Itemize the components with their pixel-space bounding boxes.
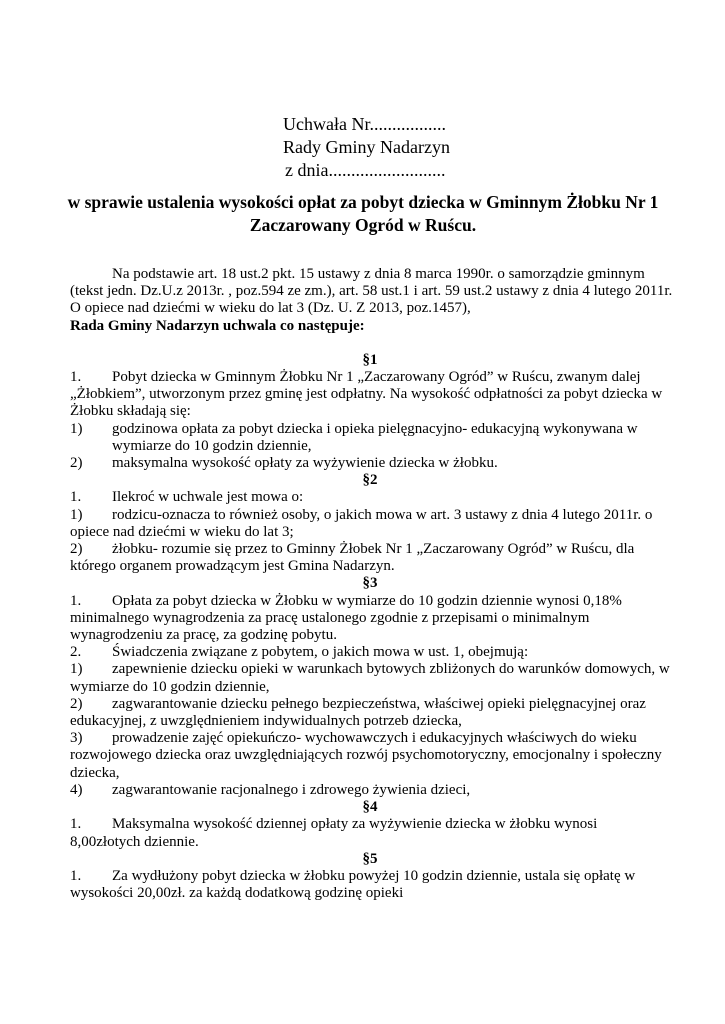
paragraph-number: 1. — [70, 867, 82, 884]
section-3-item-4 — [70, 782, 670, 799]
section-5-paragraph-1-line-2: wysokości 20,00zł. za każdą dodatkową godzinę opieki — [70, 885, 404, 902]
section-2-item-1-line-2: opiece nad dziećmi w wieku do lat 3; — [70, 523, 294, 540]
paragraph-text: Maksymalna wysokość dziennej opłaty za wyżywienie dziecka w żłobku wynosi — [112, 816, 598, 833]
paragraph-text: Pobyt dziecka w Gminnym Żłobku Nr 1 „Zaczarowany Ogród” w Ruścu, zwanym dalej — [112, 369, 641, 386]
section-3-paragraph-1-line-3: wynagrodzeniu za pracę, za godzinę pobytu. — [70, 627, 337, 644]
section-5-paragraph-1 — [70, 868, 670, 885]
council-name: Rady Gminy Nadarzyn — [283, 137, 450, 157]
section-3-item-1 — [70, 661, 670, 678]
section-2-item-1 — [70, 507, 670, 524]
paragraph-text: Świadczenia związane z pobytem, o jakich mowa w ust. 1, obejmują: — [112, 644, 529, 661]
section-1-paragraph-1 — [70, 369, 670, 386]
section-3-item-2 — [70, 696, 670, 713]
item-number: 3) — [70, 730, 83, 747]
paragraph-number: 1. — [70, 489, 82, 506]
section-2-item-2 — [70, 541, 670, 558]
section-3-heading: §3 — [362, 575, 378, 592]
section-1-item-2 — [70, 455, 670, 472]
title-line-1: w sprawie ustalenia wysokości opłat za pobyt dziecka w Gminnym Żłobku Nr 1 — [67, 192, 659, 212]
section-5-heading: §5 — [362, 850, 378, 867]
item-text: prowadzenie zajęć opiekuńczo- wychowawczych i edukacyjnych właściwych do wieku — [112, 730, 637, 747]
item-number: 1) — [70, 420, 83, 437]
section-3-paragraph-2 — [70, 644, 670, 661]
section-2-paragraph-1 — [70, 489, 670, 506]
preamble-line-1: Na podstawie art. 18 ust.2 pkt. 15 ustawy z dnia 8 marca 1990r. o samorządzie gminnym — [112, 266, 645, 282]
section-2-heading: §2 — [362, 472, 378, 489]
section-4-paragraph-1 — [70, 816, 670, 833]
section-4-paragraph-1-line-2: 8,00złotych dziennie. — [70, 833, 199, 850]
item-number: 2) — [70, 695, 83, 712]
resolution-number: Uchwała Nr................. — [283, 114, 446, 134]
section-1-item-1-line-2: wymiarze do 10 godzin dziennie, — [112, 437, 312, 454]
paragraph-text: Ilekroć w uchwale jest mowa o: — [112, 489, 304, 506]
section-3-item-3 — [70, 730, 670, 747]
item-number: 1) — [70, 661, 83, 678]
section-3-item-3-line-2: rozwojowego dziecka oraz uwzględniających rozwój psychomotoryczny, emocjonalny i społeczny — [70, 747, 662, 764]
document-title — [40, 191, 686, 237]
item-text: rodzicu-oznacza to również osoby, o jakich mowa w art. 3 ustawy z dnia 4 lutego 2011r. o — [112, 506, 653, 523]
paragraph-number: 1. — [70, 592, 82, 609]
item-text: godzinowa opłata za pobyt dziecka i opieka pielęgnacyjno- edukacyjną wykonywana w — [112, 420, 638, 437]
resolution-date: z dnia.......................... — [285, 160, 446, 180]
preamble-line-2: (tekst jedn. Dz.U.z 2013r. , poz.594 ze zm.), art. 58 ust.1 i art. 59 ust.2 ustawy z dnia 4 lutego 2011r. — [70, 283, 673, 300]
item-text: zagwarantowanie dziecku pełnego bezpieczeństwa, właściwej opieki pielęgnacyjnej oraz — [112, 695, 646, 712]
section-1-heading: §1 — [362, 351, 378, 368]
section-3-paragraph-1 — [70, 593, 670, 610]
section-3-item-1-line-2: wymiarze do 10 godzin dziennie, — [70, 678, 270, 695]
section-2-item-2-line-2: którego organem prowadzącym jest Gmina Nadarzyn. — [70, 558, 395, 575]
section-1-paragraph-1-line-2: „Żłobkiem”, utworzonym przez gminę jest odpłatny. Na wysokość odpłatności za pobyt dziecka w — [70, 386, 663, 403]
section-1-item-1 — [70, 421, 670, 438]
paragraph-text: Za wydłużony pobyt dziecka w żłobku powyżej 10 godzin dziennie, ustala się opłatę w — [112, 867, 636, 884]
item-number: 1) — [70, 506, 83, 523]
section-3-item-2-line-2: edukacyjnej, z uwzględnieniem indywidualnych potrzeb dziecka, — [70, 713, 462, 730]
section-1-paragraph-1-line-3: Żłobku składają się: — [70, 403, 191, 420]
document-body — [70, 266, 673, 902]
preamble-line-3: O opiece nad dziećmi w wieku do lat 3 (Dz. U. Z 2013, poz.1457), — [70, 300, 471, 317]
paragraph-number: 1. — [70, 816, 82, 833]
item-text: zapewnienie dziecku opieki w warunkach bytowych zbliżonych do warunków domowych, w — [112, 661, 670, 678]
item-number: 2) — [70, 455, 83, 472]
item-number: 2) — [70, 541, 83, 558]
section-4-heading: §4 — [362, 799, 378, 816]
resolution-statement: Rada Gminy Nadarzyn uchwala co następuje: — [70, 317, 365, 334]
item-number: 4) — [70, 781, 83, 798]
section-3-item-3-line-3: dziecka, — [70, 764, 120, 781]
paragraph-number: 1. — [70, 369, 82, 386]
section-3-paragraph-1-line-2: minimalnego wynagrodzenia za pracę ustalonego zgodnie z przepisami o minimalnym — [70, 609, 590, 626]
paragraph-text: Opłata za pobyt dziecka w Żłobku w wymiarze do 10 godzin dziennie wynosi 0,18% — [112, 592, 622, 609]
resolution-header — [283, 113, 450, 182]
paragraph-number: 2. — [70, 644, 82, 661]
title-line-2: Zaczarowany Ogród w Ruścu. — [249, 215, 477, 235]
item-text: żłobku- rozumie się przez to Gminny Żłobek Nr 1 „Zaczarowany Ogród” w Ruścu, dla — [112, 541, 635, 558]
item-text: maksymalna wysokość opłaty za wyżywienie dziecka w żłobku. — [112, 455, 498, 472]
item-text: zagwarantowanie racjonalnego i zdrowego żywienia dzieci, — [112, 781, 471, 798]
